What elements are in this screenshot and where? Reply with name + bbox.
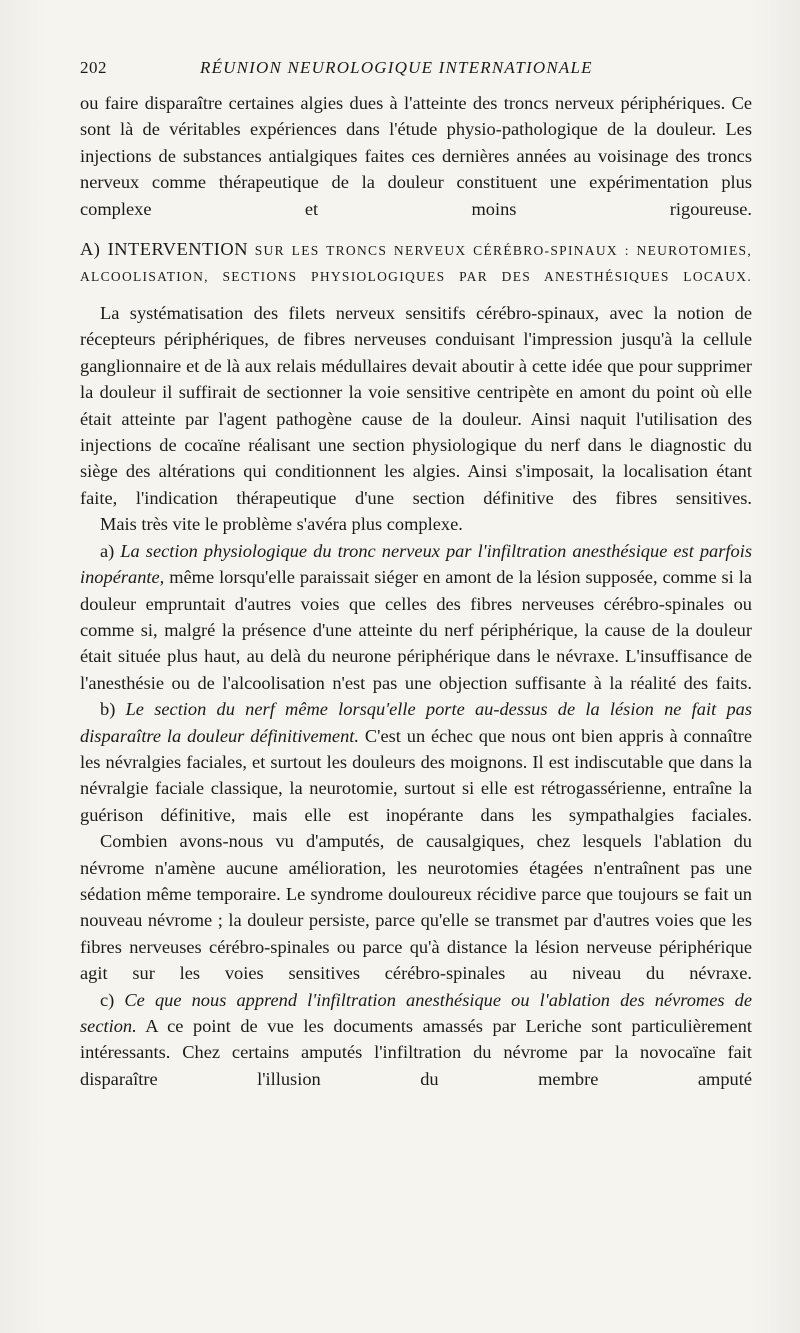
section-heading-a <box>80 236 752 290</box>
paragraph-b <box>80 696 752 828</box>
paragraph-amputes: Combien avons-nous vu d'amputés, de causalgiques, chez lesquels l'ablation du névrome n'amène aucune amélioration, les neurotomies étagées n'entraînent pas une sédation même temporaire. Le syndrome douloureux récidive parce que toujours se fait un nouveau névrome ; la douleur persiste, parce qu'elle se transmet par d'autres voies que les fibres nerveuses cérébro-spinales ou parce qu'à distance la lésion nerveuse périphérique agit sur les voies sensitives cérébro-spinales au niveau du névraxe. <box>80 831 752 984</box>
paragraph-c <box>80 987 752 1093</box>
paragraph-c-text: A ce point de vue les documents amassés par Leriche sont particulièrement intéressants. Chez certains amputés l'infiltration du névrome par la novocaïne fait disparaître l'illusion du membre amputé <box>80 1016 752 1089</box>
page-number: 202 <box>80 58 107 77</box>
paragraph-a-text: même lorsqu'elle paraissait siéger en amont de la lésion supposée, comme si la douleur empruntait d'autres voies que celles des fibres nerveuses cérébro-spinales ou comme si, malgré la présence d'une atteinte du nerf périphérique, la cause de la douleur était située plus haut, au delà du neurone périphérique dans le névraxe. L'insuffisance de l'anesthésie ou de l'alcoolisation n'est pas une objection suffisante à la réalité des faits. <box>80 567 752 693</box>
paragraph-a <box>80 538 752 696</box>
paragraph-complexity: Mais très vite le problème s'avéra plus complexe. <box>100 514 463 535</box>
body-text <box>80 90 752 1092</box>
paragraph-c-label: c) <box>100 989 125 1010</box>
paragraph-a-label: a) <box>100 540 121 561</box>
paragraph-b-italic: Le section du nerf même lorsqu'elle porte au-dessus de la lésion ne fait pas disparaître la douleur définitivement. <box>80 699 752 746</box>
page-header <box>80 58 750 84</box>
paragraph-a-italic: La section physiologique du tronc nerveux par l'infiltration anesthésique est parfois inopérante, <box>80 540 752 588</box>
section-heading-lead: A) INTERVENTION <box>80 239 248 260</box>
running-title: RÉUNION NEUROLOGIQUE INTERNATIONALE <box>200 58 593 77</box>
paragraph-b-text: C'est un échec que nous ont bien appris à connaître les névralgies faciales, et surtout les douleurs des moignons. Il est indiscutable que dans la névralgie faciale classique, la neurotomie, surtout si elle est rétrogassérienne, entraîne la guérison définitive, mais elle est inopérante dans les sympathalgies faciales. <box>80 725 752 825</box>
paragraph-intro: ou faire disparaître certaines algies dues à l'atteinte des troncs nerveux périphériques. Ce sont là de véritables expériences dans l'étude physio-pathologique de la douleur. Les injections de substances antialgiques faites ces dernières années au voisinage des troncs nerveux comme thérapeutique de la douleur constituent une expérimentation plus complexe et moins rigoureuse. <box>80 93 752 219</box>
section-heading-rest: SUR LES TRONCS NERVEUX CÉRÉBRO-SPINAUX : NEUROTOMIES, ALCOOLISATION, SECTIONS PHYSIOLOGIQUES PAR DES ANESTHÉSIQUES LOCAUX. <box>80 243 752 285</box>
paragraph-c-italic: Ce que nous apprend l'infiltration anesthésique ou l'ablation des névromes de section. <box>80 989 752 1036</box>
paragraph-systematisation: La systématisation des filets nerveux sensitifs cérébro-spinaux, avec la notion de récepteurs périphériques, de fibres nerveuses conduisant l'impression jusqu'à la cellule ganglionnaire et de là aux relais médullaires devait aboutir à cette idée que pour supprimer la douleur il suffirait de sectionner la voie sensitive centripète en amont du point où elle était atteinte par l'agent pathogène cause de la douleur. Ainsi naquit l'utilisation des injections de cocaïne réalisant une section physiologique du nerf dans le diagnostic du siège des altérations qui conditionnent les algies. Ainsi s'imposait, la localisation étant faite, l'indication thérapeutique d'une section définitive des fibres sensitives. <box>80 303 752 508</box>
paragraph-b-label: b) <box>100 699 126 720</box>
